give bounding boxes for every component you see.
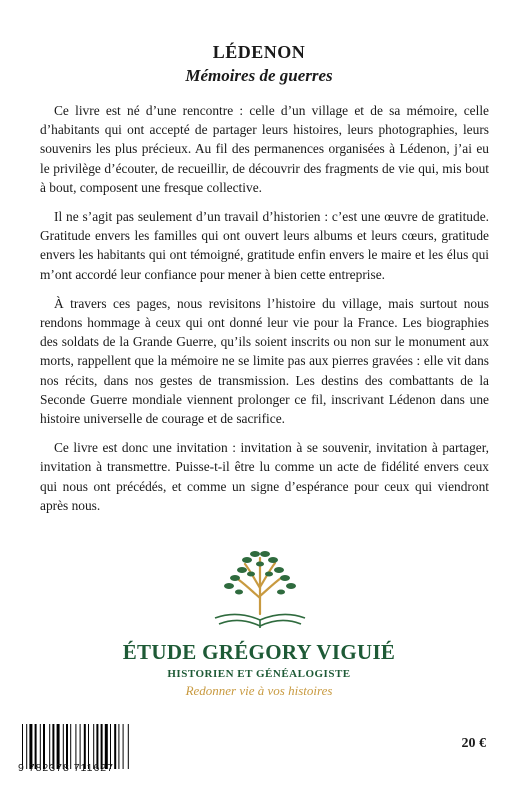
paragraph-1: Ce livre est né d’une rencontre : celle d’un village et de sa mémoire, celle d’habitants qui ont accepté de partager leurs histoires, leurs photographies, leurs souvenirs les plus précieux. Au fil des permanences organisées à Lédenon, j’ai eu le privilège d’écouter, de recueillir, de découvrir des fragments de vie qui, mis bout à bout, composent une fresque collective. <box>40 103 489 195</box>
paragraph-2: Il ne s’agit pas seulement d’un travail d’historien : c’est une œuvre de gratitude. Gratitude envers les familles qui ont ouvert leurs albums et leurs cœurs, gratitude envers les habitants qui ont témoigné, gratitude enfin envers le maire et les élus qui m’ont accordé leur confiance pour mener à bien cette entreprise. <box>40 209 489 282</box>
tree-book-icon <box>195 540 325 635</box>
publisher-tagline: Redonner vie à vos histoires <box>185 683 333 698</box>
paragraph-3: À travers ces pages, nous revisitons l’histoire du village, mais surtout nous rendons hommage à ceux qui ont donné leur vie pour la France. Les biographies des soldats de la Grande Guerre, qu’ils soient inscrits ou non sur le monument aux morts, rappellent que la mémoire ne se limite pas aux pierres gravées : elle vit dans nos récits, dans nos gestes de transmission. Les destins des combattants de la Seconde Guerre mondiale viennent prolonger ce fil, inscrivant Lédenon dans une histoire universelle de courage et de sacrifice. <box>40 295 489 427</box>
book-subtitle: Mémoires de guerres <box>185 66 333 85</box>
price: 20 € <box>461 736 486 751</box>
book-title: LÉDENON <box>212 42 306 62</box>
publisher-name: ÉTUDE GRÉGORY VIGUIÉ <box>122 640 396 664</box>
publisher-subtitle: HISTORIEN ET GÉNÉALOGISTE <box>167 668 351 680</box>
paragraph-4: Ce livre est donc une invitation : invitation à se souvenir, invitation à partager, invitation à transmettre. Puisse-t-il être lu comme un acte de fidélité envers ceux qui nous ont précédés, et comme un signe d’espérance pour ceux qui viendront après nous. <box>40 440 489 513</box>
barcode-number: 9 782378 711627 <box>18 762 114 774</box>
back-cover-text <box>40 101 489 525</box>
